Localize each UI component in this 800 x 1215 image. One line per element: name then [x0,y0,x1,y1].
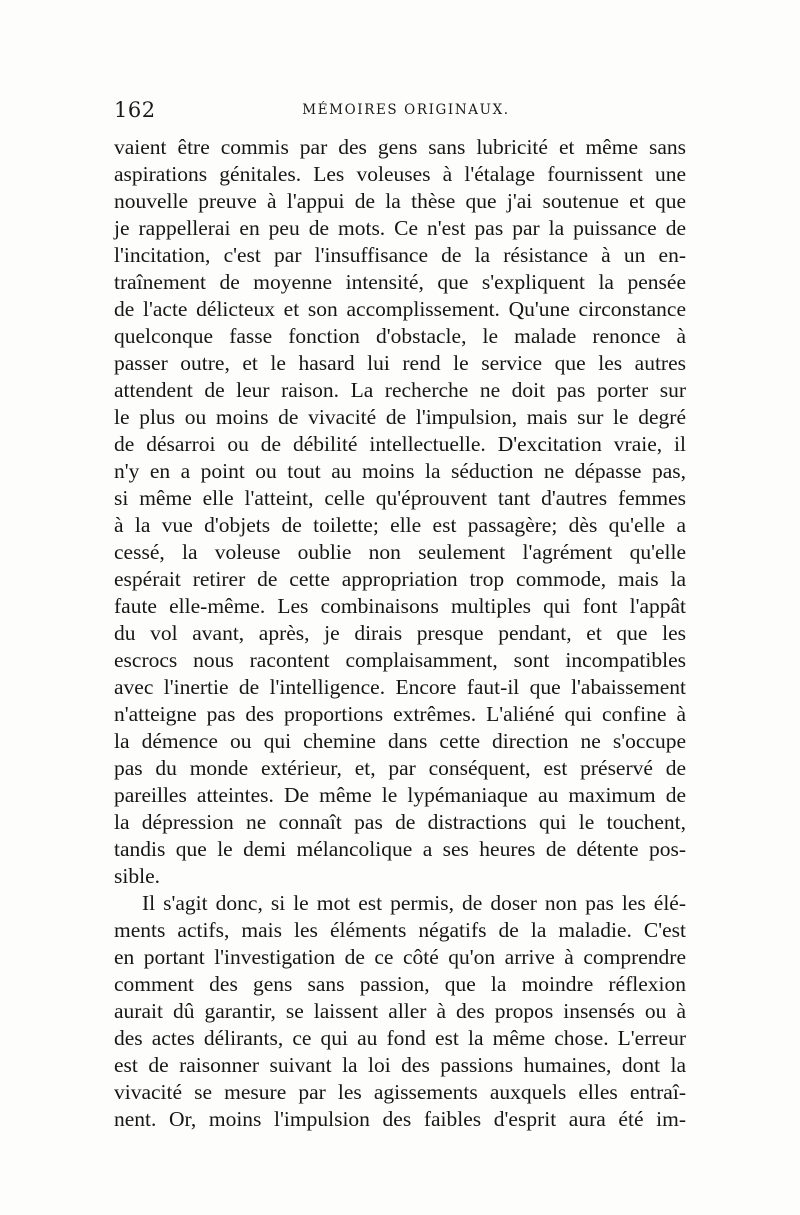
text-line: si même elle l'atteint, celle qu'éprouvent tant d'autres femmes [114,486,686,510]
text-line: nent. Or, moins l'impulsion des faibles d'esprit aura été im- [114,1107,686,1131]
text-line: espérait retirer de cette appropriation trop commode, mais la [114,567,686,591]
text-line: de l'acte délicteux et son accomplissement. Qu'une circonstance [114,297,686,321]
text-line: comment des gens sans passion, que la moindre réflexion [114,972,686,996]
text-line-paragraph-end: sible. [114,864,160,888]
running-head: MÉMOIRES ORIGINAUX. [302,102,510,118]
text-line: nouvelle preuve à l'appui de la thèse que j'ai soutenue et que [114,189,686,213]
body-text [114,134,686,1133]
text-line: la dépression ne connaît pas de distractions qui le touchent, [114,810,686,834]
text-line: quelconque fasse fonction d'obstacle, le malade renonce à [114,324,686,348]
text-line: ments actifs, mais les éléments négatifs de la maladie. C'est [114,918,686,942]
text-line: n'atteigne pas des proportions extrêmes. L'aliéné qui confine à [114,702,686,726]
text-line: attendent de leur raison. La recherche ne doit pas porter sur [114,378,686,402]
text-line: pareilles atteintes. De même le lypémaniaque au maximum de [114,783,686,807]
text-line: escrocs nous racontent complaisamment, sont incompatibles [114,648,686,672]
text-line: vaient être commis par des gens sans lubricité et même sans [114,135,686,159]
text-line: passer outre, et le hasard lui rend le service que les autres [114,351,686,375]
text-line: je rappellerai en peu de mots. Ce n'est pas par la puissance de [114,216,686,240]
text-line: aurait dû garantir, se laissent aller à des propos insensés ou à [114,999,686,1023]
text-line: faute elle-même. Les combinaisons multiples qui font l'appât [114,594,686,618]
text-line: traînement de moyenne intensité, que s'expliquent la pensée [114,270,686,294]
text-line: de désarroi ou de débilité intellectuelle. D'excitation vraie, il [114,432,686,456]
text-line: la démence ou qui chemine dans cette direction ne s'occupe [114,729,686,753]
text-line: est de raisonner suivant la loi des passions humaines, dont la [114,1053,686,1077]
text-line: du vol avant, après, je dirais presque pendant, et que les [114,621,686,645]
text-line: cessé, la voleuse oublie non seulement l'agrément qu'elle [114,540,686,564]
text-line: vivacité se mesure par les agissements auxquels elles entraî- [114,1080,686,1104]
page-header [114,98,686,128]
page-number: 162 [114,98,156,122]
text-line: pas du monde extérieur, et, par conséquent, est préservé de [114,756,686,780]
text-line: en portant l'investigation de ce côté qu'on arrive à comprendre [114,945,686,969]
text-line: à la vue d'objets de toilette; elle est passagère; dès qu'elle a [114,513,686,537]
text-line: des actes délirants, ce qui au fond est la même chose. L'erreur [114,1026,686,1050]
text-line: le plus ou moins de vivacité de l'impulsion, mais sur le degré [114,405,686,429]
text-line: avec l'inertie de l'intelligence. Encore faut-il que l'abaissement [114,675,686,699]
text-line-paragraph-start: Il s'agit donc, si le mot est permis, de doser non pas les élé- [142,891,686,915]
text-line: aspirations génitales. Les voleuses à l'étalage fournissent une [114,162,686,186]
text-line: l'incitation, c'est par l'insuffisance de la résistance à un en- [114,243,686,267]
text-line: tandis que le demi mélancolique a ses heures de détente pos- [114,837,686,861]
text-line: n'y en a point ou tout au moins la séduction ne dépasse pas, [114,459,686,483]
